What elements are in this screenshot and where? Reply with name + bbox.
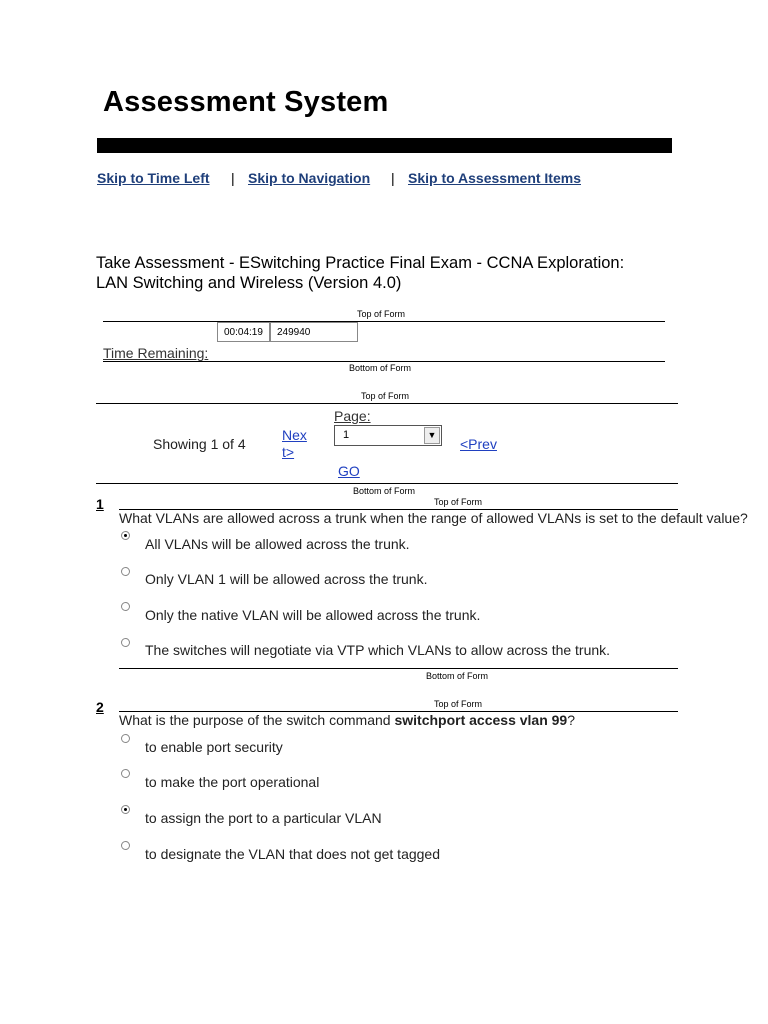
link-separator: | — [231, 170, 235, 186]
answer-option-label: to assign the port to a particular VLAN — [145, 810, 382, 826]
time-remaining-label: Time Remaining: — [103, 345, 209, 361]
answer-option-label: Only VLAN 1 will be allowed across the trunk. — [145, 571, 428, 587]
page-title: Assessment System — [103, 86, 389, 118]
page-select[interactable] — [334, 425, 442, 446]
answer-radio[interactable] — [121, 734, 130, 743]
assessment-heading: Take Assessment - ESwitching Practice Final Exam - CCNA Exploration: LAN Switching and Wireless (Version 4.0) — [96, 254, 625, 292]
form-divider — [96, 483, 678, 484]
question-text — [119, 712, 575, 728]
form-divider — [119, 668, 678, 669]
go-button[interactable]: GO — [338, 463, 360, 479]
skip-to-time-left-link[interactable]: Skip to Time Left — [97, 170, 210, 186]
time-value-field: 249940 — [270, 322, 358, 342]
command-text: switchport access vlan 99 — [394, 712, 568, 728]
answer-option-label: Only the native VLAN will be allowed across the trunk. — [145, 607, 481, 623]
answer-option-label: The switches will negotiate via VTP which VLANs to allow across the trunk. — [145, 642, 611, 658]
answer-option-label: to enable port security — [145, 739, 283, 755]
page-select-value: 1 — [343, 429, 350, 441]
top-of-form-marker: Top of Form — [434, 699, 483, 709]
question-text-part: What is the purpose of the switch command — [119, 712, 395, 728]
page-label: Page: — [334, 408, 371, 424]
answer-radio[interactable] — [121, 805, 130, 814]
time-elapsed-field: 00:04:19 — [217, 322, 270, 342]
form-divider — [103, 321, 665, 322]
question-number: 1 — [96, 496, 104, 512]
form-divider — [96, 403, 678, 404]
answer-radio[interactable] — [121, 531, 130, 540]
top-of-form-marker: Top of Form — [361, 391, 410, 401]
link-separator: | — [391, 170, 395, 186]
bottom-of-form-marker: Bottom of Form — [426, 671, 489, 681]
header-divider-bar — [97, 138, 672, 153]
skip-to-assessment-items-link[interactable]: Skip to Assessment Items — [408, 170, 581, 186]
page-showing-text: Showing 1 of 4 — [153, 436, 246, 452]
top-of-form-marker: Top of Form — [434, 497, 483, 507]
next-link-continued[interactable]: t> — [282, 444, 295, 460]
form-divider — [103, 361, 665, 362]
question-text: What VLANs are allowed across a trunk when the range of allowed VLANs is set to the default value? — [119, 510, 748, 526]
answer-option-label: to designate the VLAN that does not get tagged — [145, 846, 440, 862]
chevron-down-icon[interactable]: ▼ — [424, 427, 440, 444]
answer-radio[interactable] — [121, 769, 130, 778]
top-of-form-marker: Top of Form — [357, 309, 406, 319]
question-text-part: ? — [567, 712, 576, 728]
skip-to-navigation-link[interactable]: Skip to Navigation — [248, 170, 371, 186]
bottom-of-form-marker: Bottom of Form — [349, 363, 412, 373]
answer-option-label: All VLANs will be allowed across the trunk. — [145, 536, 410, 552]
answer-radio[interactable] — [121, 841, 130, 850]
next-link[interactable]: Nex — [282, 427, 307, 443]
answer-radio[interactable] — [121, 602, 130, 611]
answer-option-label: to make the port operational — [145, 774, 320, 790]
bottom-of-form-marker: Bottom of Form — [353, 486, 416, 496]
question-number: 2 — [96, 699, 104, 715]
answer-radio[interactable] — [121, 638, 130, 647]
answer-radio[interactable] — [121, 567, 130, 576]
prev-link[interactable]: <Prev — [460, 436, 497, 452]
